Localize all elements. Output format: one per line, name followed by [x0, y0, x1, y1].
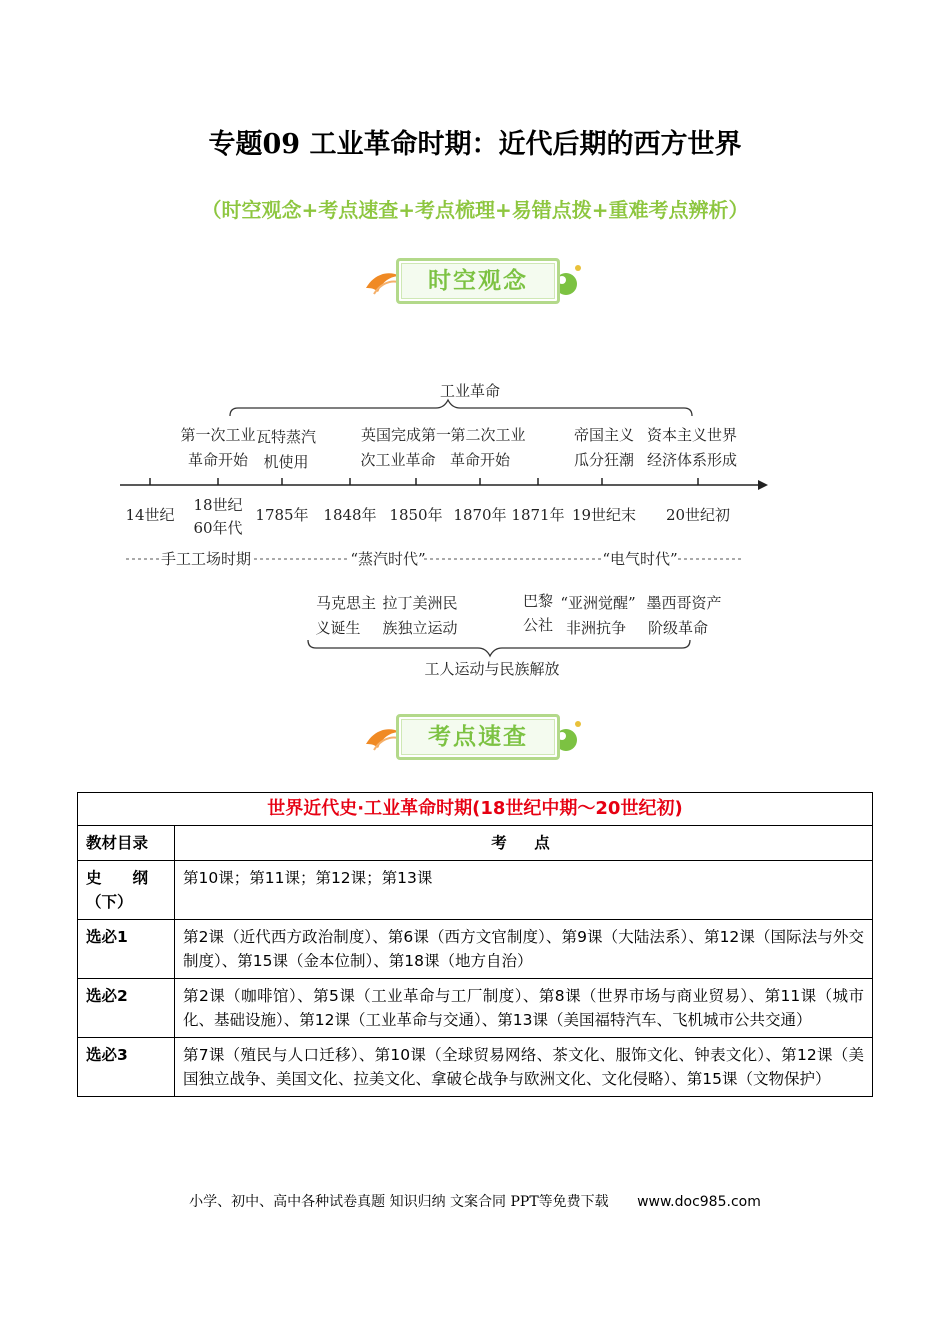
table-row: [78, 920, 873, 979]
footer-text: 小学、初中、高中各种试卷真题 知识归纳 文案合同 PPT等免费下载: [189, 1194, 609, 1210]
table-row: [78, 979, 873, 1038]
event-above-6b: 经济体系形成: [646, 451, 738, 469]
bottom-brace: [308, 640, 690, 656]
event-above-1b: 革命开始: [187, 451, 249, 469]
date-14c: 14世纪: [125, 506, 175, 524]
event-below-2b: 族独立运动: [382, 619, 458, 637]
era-manufactory: 手工工场时期: [160, 550, 252, 568]
page-subtitle: （时空观念+考点速查+考点梳理+易错点拨+重难考点辨析）: [201, 198, 749, 222]
row-book: 史 纲（下）: [78, 861, 175, 920]
event-below-4b: 非洲抗争: [565, 619, 627, 637]
section-banner-spacetime: [360, 254, 590, 306]
date-19c-end: 19世纪末: [571, 506, 637, 524]
table-heading: 世界近代史·工业革命时期(18世纪中期～20世纪初): [78, 793, 873, 826]
event-below-1a: 马克思主: [315, 594, 377, 612]
date-18c: 18世纪: [193, 496, 243, 514]
date-1848: 1848年: [323, 506, 377, 524]
row-content: 第2课（近代西方政治制度）、第6课（西方文官制度）、第9课（大陆法系）、第12课（国际法与外交制度）、第15课（金本位制）、第18课（地方自治）: [175, 920, 873, 979]
row-content: 第2课（咖啡馆）、第5课（工业革命与工厂制度）、第8课（世界市场与商业贸易）、第11课（城市化、基础设施）、第12课（工业革命与交通）、第13课（美国福特汽车、飞机城市公共交通）: [175, 979, 873, 1038]
event-above-3b: 次工业革命: [360, 451, 436, 469]
column-header-points: 考 点: [175, 826, 873, 861]
banner-box: [396, 714, 560, 760]
row-content: 第10课；第11课；第12课；第13课: [175, 861, 873, 920]
row-book: 选必2: [78, 979, 175, 1038]
page-footer: [0, 1191, 950, 1211]
event-above-1a: 第一次工业: [180, 426, 256, 444]
row-book: 选必3: [78, 1038, 175, 1097]
event-above-4a: 第二次工业: [450, 426, 526, 444]
timeline-arrow-icon: [758, 480, 768, 490]
column-header-book: 教材目录: [78, 826, 175, 861]
row-book: 选必1: [78, 920, 175, 979]
top-brace: [230, 400, 692, 416]
date-1785: 1785年: [255, 506, 309, 524]
date-1871: 1871年: [511, 506, 565, 524]
date-60s: 60年代: [193, 519, 243, 537]
top-brace-label: 工业革命: [439, 382, 501, 400]
event-below-5b: 阶级革命: [647, 619, 709, 637]
event-below-3b: 公社: [522, 616, 554, 634]
event-above-2a: 瓦特蒸汽: [255, 428, 317, 446]
event-above-5b: 瓜分狂潮: [573, 451, 635, 469]
era-electric: “电气时代”: [602, 550, 678, 568]
exam-points-table: [77, 792, 873, 1097]
event-above-4b: 革命开始: [449, 451, 511, 469]
row-content: 第7课（殖民与人口迁移）、第10课（全球贸易网络、茶文化、服饰文化、钟表文化）、第12课（美国独立战争、美国文化、拉美文化、拿破仑战争与欧洲文化、文化侵略）、第15课（文物保护）: [175, 1038, 873, 1097]
banner-label: 时空观念: [428, 268, 528, 294]
section-banner-quickcheck: [360, 710, 590, 762]
event-below-4a: “亚洲觉醒”: [560, 594, 636, 612]
footer-link[interactable]: www.doc985.com: [637, 1194, 761, 1210]
event-above-6a: 资本主义世界: [646, 426, 738, 444]
event-below-2a: 拉丁美洲民: [382, 594, 458, 612]
timeline-diagram: [118, 370, 778, 690]
table-row: [78, 861, 873, 920]
event-below-5a: 墨西哥资产: [646, 594, 722, 612]
event-below-1b: 义诞生: [315, 619, 361, 637]
table-row: [78, 1038, 873, 1097]
event-below-3a: 巴黎: [522, 592, 554, 610]
page-title: 专题09 工业革命时期：近代后期的西方世界: [208, 129, 742, 160]
date-1870: 1870年: [453, 506, 507, 524]
event-above-2b: 机使用: [263, 453, 309, 471]
date-20c-start: 20世纪初: [665, 506, 731, 524]
event-above-3a: 英国完成第一: [360, 426, 452, 444]
banner-box: [396, 258, 560, 304]
banner-label: 考点速查: [428, 724, 528, 750]
era-steam: “蒸汽时代”: [350, 550, 426, 568]
date-1850: 1850年: [389, 506, 443, 524]
bottom-brace-label: 工人运动与民族解放: [424, 660, 560, 678]
timeline-ticks: [150, 478, 698, 485]
event-above-5a: 帝国主义: [573, 426, 635, 444]
